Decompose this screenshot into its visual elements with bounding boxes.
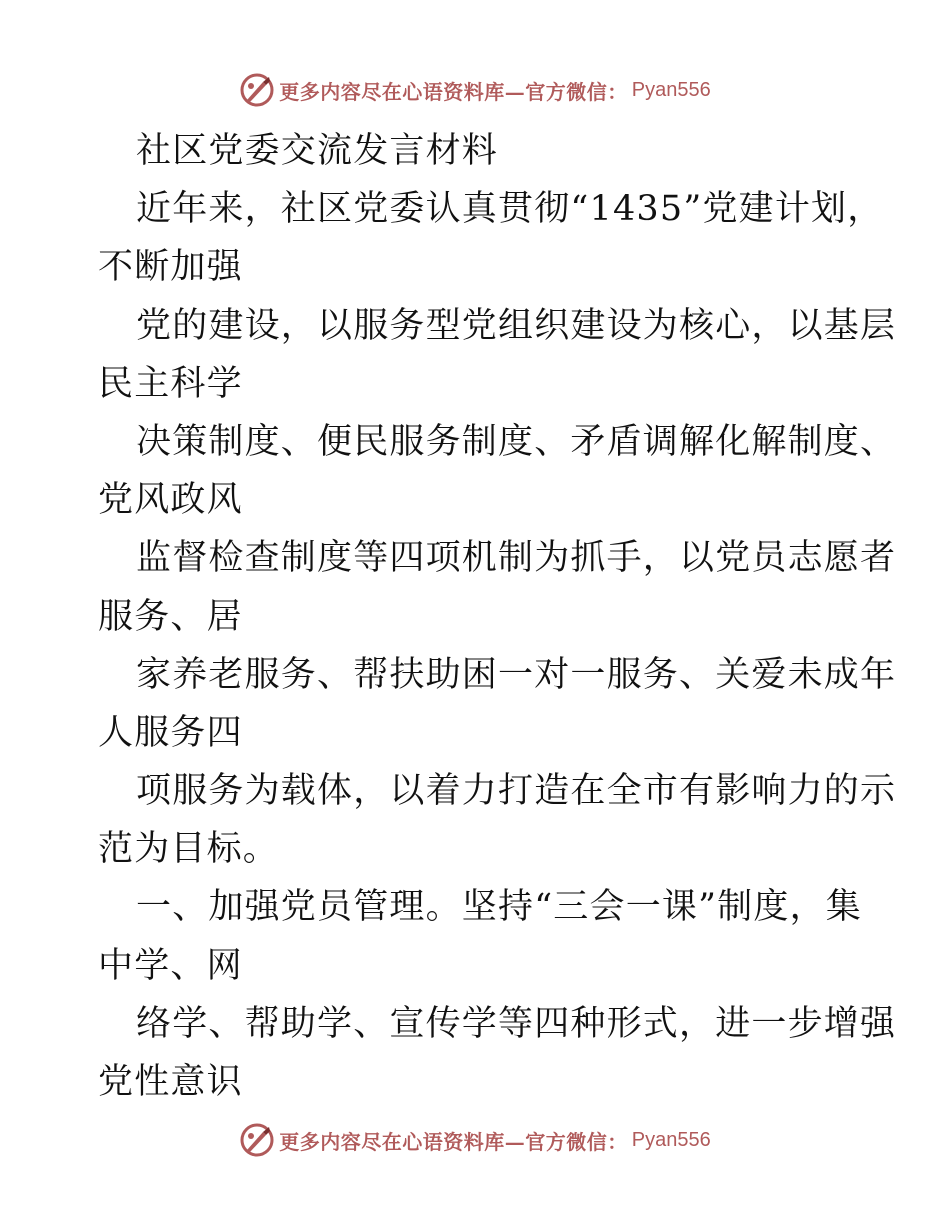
watermark-text: 更多内容尽在心语资料库—官方微信： bbox=[279, 1129, 628, 1154]
paragraph-line: 近年来，社区党委认真贯彻“1435”党建计划， bbox=[136, 189, 884, 230]
watermark-wechat-id: Pyan556 bbox=[631, 1128, 711, 1151]
quill-seal-icon bbox=[239, 1122, 275, 1158]
section-heading-line: 一、加强党员管理。坚持“三会一课”制度，集 bbox=[136, 887, 862, 928]
paragraph-line: 络学、帮助学、宣传学等四种形式，进一步增强 bbox=[136, 1003, 897, 1044]
paragraph-line: 服务、居 bbox=[98, 596, 243, 637]
paragraph-line: 监督检查制度等四项机制为抓手，以党员志愿者 bbox=[136, 538, 897, 579]
footer-watermark bbox=[0, 1120, 950, 1160]
paragraph-line: 项服务为载体，以着力打造在全市有影响力的示 bbox=[136, 771, 897, 812]
paragraph-line: 民主科学 bbox=[98, 363, 243, 404]
quill-seal-icon bbox=[239, 72, 275, 108]
paragraph-line: 党的建设，以服务型党组织建设为核心，以基层 bbox=[136, 305, 897, 346]
paragraph-line: 不断加强 bbox=[98, 247, 243, 288]
watermark-text: 更多内容尽在心语资料库—官方微信： bbox=[279, 79, 628, 104]
watermark-wechat-id: Pyan556 bbox=[631, 78, 711, 101]
document-title: 社区党委交流发言材料 bbox=[136, 131, 499, 171]
header-watermark bbox=[0, 70, 950, 110]
paragraph-line: 中学、网 bbox=[98, 945, 243, 986]
paragraph-line: 人服务四 bbox=[98, 712, 243, 753]
paragraph-line: 家养老服务、帮扶助困一对一服务、关爱未成年 bbox=[136, 654, 897, 695]
paragraph-line: 范为目标。 bbox=[98, 829, 280, 870]
paragraph-line: 党风政风 bbox=[98, 480, 243, 521]
paragraph-line: 决策制度、便民服务制度、矛盾调解化解制度、 bbox=[136, 421, 897, 462]
paragraph-line: 党性意识 bbox=[98, 1062, 243, 1102]
document-body bbox=[98, 122, 897, 1111]
